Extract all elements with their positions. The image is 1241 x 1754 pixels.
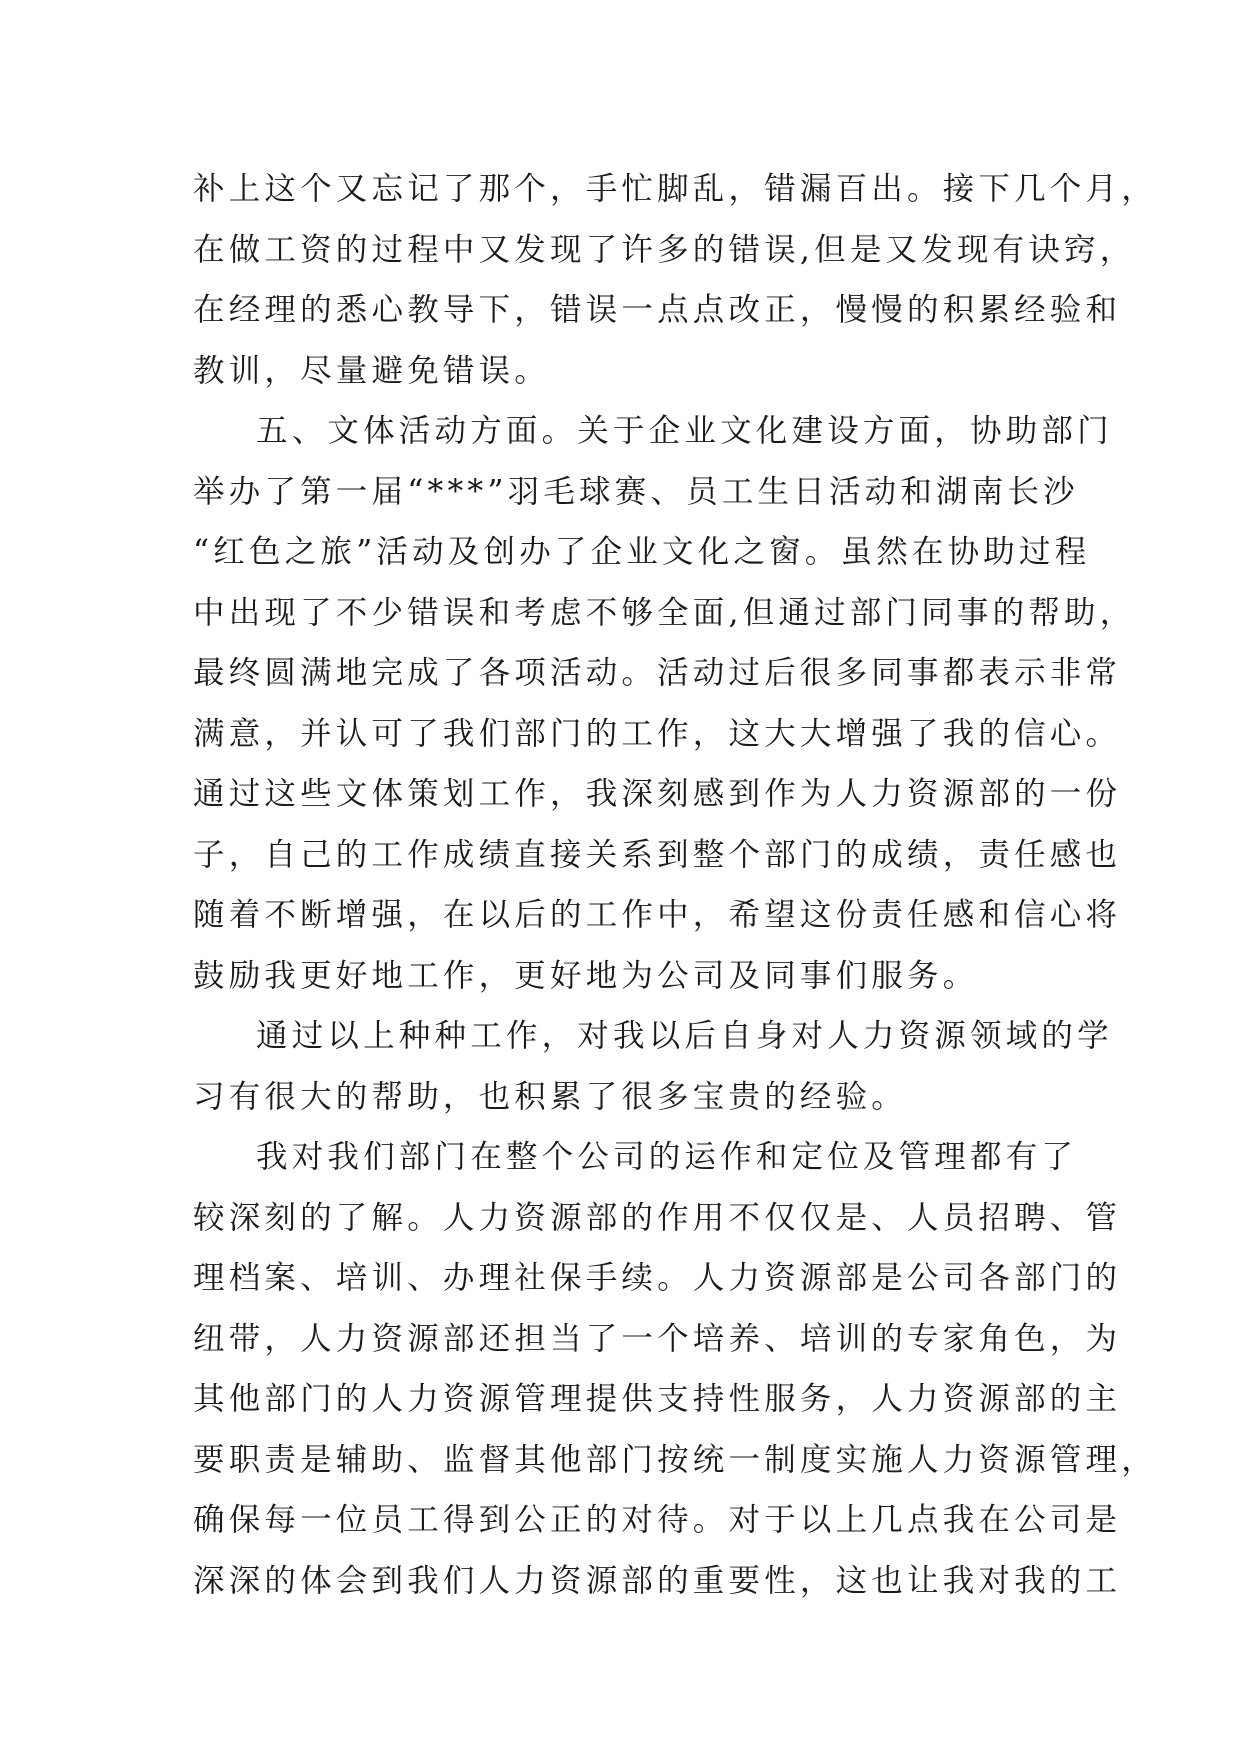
text-line: 中出现了不少错误和考虑不够全面,但通过部门同事的帮助， [193, 594, 1136, 631]
text-line: 要职责是辅助、监督其他部门按统一制度实施人力资源管理， [193, 1441, 1157, 1478]
text-line: 理档案、培训、办理社保手续。人力资源部是公司各部门的 [193, 1260, 1122, 1296]
paragraph-first-line: 五、文体活动方面。关于企业文化建设方面，协助部门 [256, 413, 1113, 449]
text-line: 补上这个又忘记了那个，手忙脚乱，错漏百出。接下几个月， [193, 171, 1157, 207]
text-line: “红色之旅”活动及创办了企业文化之窗。虽然在协助过程 [193, 534, 1091, 570]
text-line: 其他部门的人力资源管理提供支持性服务，人力资源部的主 [193, 1381, 1122, 1417]
text-line: 满意，并认可了我们部门的工作，这大大增强了我的信心。 [193, 715, 1122, 752]
paragraph-first-line: 通过以上种种工作，对我以后自身对人力资源领域的学 [256, 1018, 1113, 1054]
text-line: 较深刻的了解。人力资源部的作用不仅仅是、人员招聘、管 [193, 1199, 1122, 1236]
text-line: 子，自己的工作成绩直接关系到整个部门的成绩，责任感也 [193, 836, 1122, 873]
text-line: 深深的体会到我们人力资源部的重要性，这也让我对我的工 [193, 1562, 1122, 1599]
text-line: 鼓励我更好地工作，更好地为公司及同事们服务。 [193, 957, 979, 994]
text-line: 通过这些文体策划工作，我深刻感到作为人力资源部的一份 [193, 776, 1122, 812]
text-line: 最终圆满地完成了各项活动。活动过后很多同事都表示非常 [193, 655, 1122, 691]
paragraph-first-line: 我对我们部门在整个公司的运作和定位及管理都有了 [256, 1139, 1078, 1175]
text-line: 在做工资的过程中又发现了许多的错误,但是又发现有诀窍， [193, 231, 1136, 268]
document-body [193, 159, 1157, 1611]
text-line: 教训，尽量避免错误。 [193, 352, 551, 389]
text-line: 随着不断增强，在以后的工作中，希望这份责任感和信心将 [193, 897, 1122, 933]
text-line: 在经理的悉心教导下，错误一点点改正，慢慢的积累经验和 [193, 292, 1122, 328]
text-line: 习有很大的帮助，也积累了很多宝贵的经验。 [193, 1078, 908, 1115]
text-line: 举办了第一届“***”羽毛球赛、员工生日活动和湖南长沙 [193, 473, 1079, 510]
text-line: 确保每一位员工得到公正的对待。对于以上几点我在公司是 [193, 1502, 1122, 1538]
text-line: 纽带，人力资源部还担当了一个培养、培训的专家角色，为 [193, 1320, 1122, 1357]
